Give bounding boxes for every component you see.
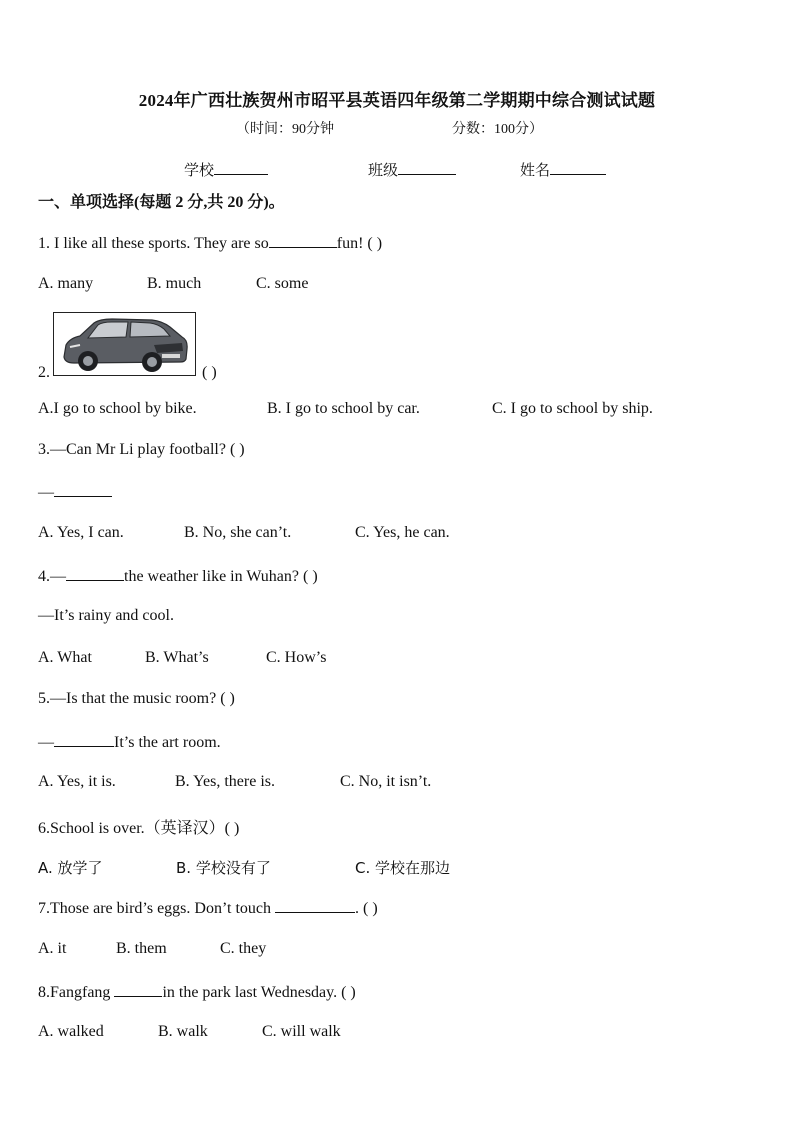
section-heading: 一、单项选择(每题 2 分,共 20 分)。	[38, 194, 285, 211]
q5-answer-line	[38, 732, 221, 752]
name-field	[520, 159, 606, 180]
q2-number: 2.	[38, 364, 50, 381]
question-8	[38, 982, 356, 1002]
q3-blank[interactable]	[54, 482, 112, 497]
class-blank[interactable]	[398, 160, 456, 175]
q6-option-a[interactable]: A. 放学了	[38, 859, 103, 877]
page-title: 2024年广西壮族贺州市昭平县英语四年级第二学期期中综合测试试题	[138, 91, 656, 110]
q8-option-c[interactable]: C. will walk	[262, 1023, 341, 1040]
q6-option-b[interactable]: B. 学校没有了	[176, 859, 271, 877]
q2-option-b[interactable]: B. I go to school by car.	[267, 400, 420, 417]
q8-text: 8.Fangfang	[38, 984, 111, 1001]
q7-text-end: . ( )	[355, 900, 378, 917]
q8-option-a[interactable]: A. walked	[38, 1023, 104, 1040]
q7-text: 7.Those are bird’s eggs. Don’t touch	[38, 900, 271, 917]
q1-blank[interactable]	[269, 233, 337, 248]
q2-option-a[interactable]: A.I go to school by bike.	[38, 400, 197, 417]
q4-text: 4.—	[38, 568, 66, 585]
q6-option-c[interactable]: C. 学校在那边	[355, 859, 451, 877]
q8-blank[interactable]	[114, 982, 162, 997]
q3-option-c[interactable]: C. Yes, he can.	[355, 524, 450, 541]
q8-option-b[interactable]: B. walk	[158, 1023, 208, 1040]
class-label: 班级	[368, 163, 399, 179]
q5-option-b[interactable]: B. Yes, there is.	[175, 773, 276, 790]
q1-option-a[interactable]: A. many	[38, 275, 94, 292]
q4-blank[interactable]	[66, 566, 124, 581]
question-6: 6.School is over.（英译汉）( )	[38, 820, 240, 837]
q1-text: 1. I like all these sports. They are so	[38, 235, 269, 252]
name-blank[interactable]	[550, 160, 606, 175]
question-5: 5.—Is that the music room? ( )	[38, 690, 235, 707]
q5-option-c[interactable]: C. No, it isn’t.	[340, 773, 432, 790]
q3-dash: —	[38, 484, 54, 501]
question-4	[38, 566, 318, 586]
exam-time: （时间：90分钟	[236, 122, 334, 137]
q4-option-b[interactable]: B. What’s	[145, 649, 209, 666]
q7-blank[interactable]	[275, 898, 355, 913]
q8-text-end: in the park last Wednesday. ( )	[162, 984, 356, 1001]
q5-option-a[interactable]: A. Yes, it is.	[38, 773, 116, 790]
question-7	[38, 898, 378, 918]
q1-option-b[interactable]: B. much	[147, 275, 202, 292]
q5-dash: —	[38, 734, 54, 751]
q1-text-end: fun! ( )	[336, 235, 383, 252]
q2-answer-paren[interactable]: ( )	[202, 364, 217, 381]
q7-option-b[interactable]: B. them	[116, 940, 167, 957]
school-label: 学校	[184, 163, 215, 179]
q4-text-end: the weather like in Wuhan? ( )	[124, 568, 318, 585]
q7-option-a[interactable]: A. it	[38, 940, 67, 957]
name-label: 姓名	[520, 163, 551, 179]
q2-option-c[interactable]: C. I go to school by ship.	[492, 400, 653, 417]
question-3: 3.—Can Mr Li play football? ( )	[38, 441, 245, 458]
q3-answer-line	[38, 482, 112, 502]
school-blank[interactable]	[214, 160, 268, 175]
q7-option-c[interactable]: C. they	[220, 940, 267, 957]
school-field	[184, 159, 268, 180]
q5-blank[interactable]	[54, 732, 114, 747]
q1-option-c[interactable]: C. some	[256, 275, 309, 292]
exam-score: 分数：100分）	[452, 122, 543, 137]
q4-option-a[interactable]: A. What	[38, 649, 92, 666]
q4-response: —It’s rainy and cool.	[38, 607, 174, 624]
class-field	[368, 159, 456, 180]
q5-text-end: It’s the art room.	[114, 734, 221, 751]
q4-option-c[interactable]: C. How’s	[266, 649, 327, 666]
q3-option-b[interactable]: B. No, she can’t.	[184, 524, 292, 541]
q3-option-a[interactable]: A. Yes, I can.	[38, 524, 124, 541]
question-1	[38, 233, 382, 253]
car-icon	[53, 312, 196, 376]
